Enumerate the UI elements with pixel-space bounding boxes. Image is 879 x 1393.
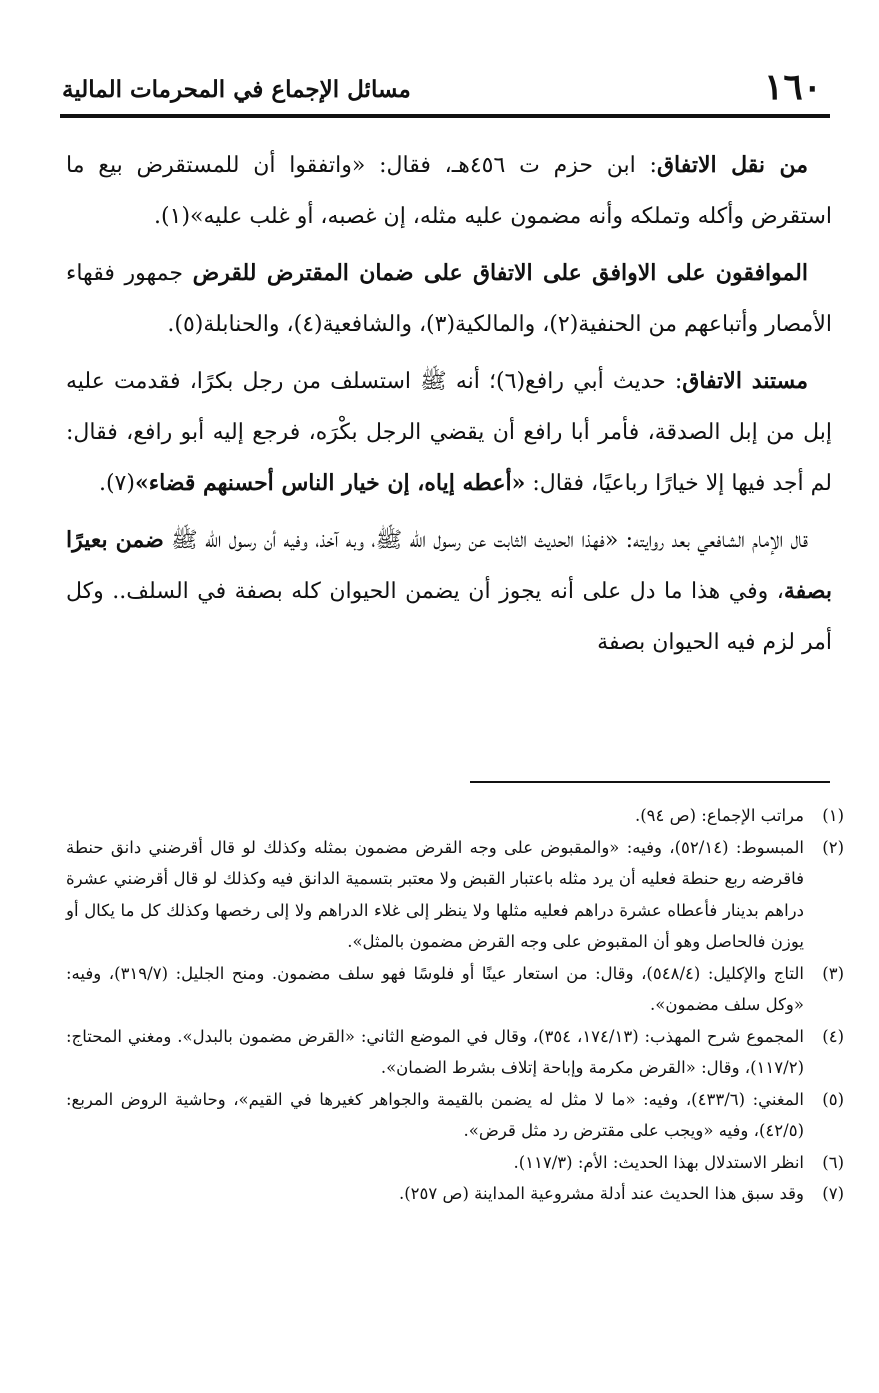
footnote-number: (٥) (822, 1089, 844, 1109)
paragraph-agreeing (66, 248, 832, 350)
footnote-text: المغني: (٤٣٣/٦)، وفيه: «ما لا مثل له يضمن بالقيمة والجواهر كغيرها في القيم»، وحاشية الروض المربع: (٤٢/٥)، وفيه «ويجب على مقترض رد مثل قرض». (66, 1089, 804, 1140)
paragraph-text: (٧). (98, 471, 135, 496)
term-label: من نقل الاتفاق (656, 152, 808, 178)
term-label: الموافقون على الاوافق على الاتفاق على ضمان المقترض للقرض (192, 260, 808, 286)
footnote (66, 1021, 844, 1084)
footnote (66, 1178, 844, 1210)
footnote (66, 832, 844, 958)
footnote-text: المبسوط: (٥٢/١٤)، وفيه: «والمقبوض على وجه القرض مضمون بمثله وكذلك لو قال أقرضني دانق حنطة فاقرضه ربع حنطة فعليه أن يرد مثله باعتبار القبض ولا معتبر بتسمية الدانق فيه وكذلك لو قال أقرضني عشرة دراهم بدينار فأعطاه عشرة دراهم فعليه مثلها ولا ينظر إلى غلاء الدراهم ولا إلى رخصها وكذلك كل ما يكال أو يوزن فالحاصل وهو أن المقبوض على وجه القرض مضمون بالمثل». (66, 837, 805, 951)
page-number: ١٦٠ (763, 66, 822, 108)
footnote (66, 800, 844, 832)
footnote-number: (٧) (822, 1184, 844, 1203)
emphasis: ضمن بعيرًا بصفة (66, 527, 832, 604)
footnote-number: (٦) (822, 1152, 844, 1172)
main-text (66, 140, 832, 674)
header-rule (60, 114, 830, 118)
page-header (60, 58, 828, 116)
paragraph-text: قال الإمام الشافعي بعد روايته: «فهذا الحديث الثابت عن رسول الله ﷺ، وبه آخذ، وفيه أن رسول الله ﷺ (163, 528, 808, 553)
paragraph-shafii (66, 515, 832, 668)
footnotes (66, 800, 844, 1210)
footnote-number: (٢) (822, 837, 844, 857)
footnote-text: المجموع شرح المهذب: (١٧٤/١٣، ٣٥٤)، وقال في الموضع الثاني: «القرض مضمون بالبدل». ومغني المحتاج: (١١٧/٢)، وقال: «القرض مكرمة وإباحة إتلاف بشرط الضمان». (66, 1026, 804, 1077)
term-label: مستند الاتفاق (682, 368, 809, 394)
paragraph-evidence (66, 356, 832, 509)
running-title: مسائل الإجماع في المحرمات المالية (62, 76, 411, 103)
footnote (66, 1084, 844, 1147)
hadith-quote: «أعطه إياه، إن خيار الناس أحسنهم قضاء» (134, 470, 526, 496)
footnote-text: انظر الاستدلال بهذا الحديث: الأم: (١١٧/٣). (513, 1152, 804, 1172)
paragraph-text: جمهور فقهاء الأمصار وأتباعهم من الحنفية(٢)، والمالكية(٣)، والشافعية(٤)، والحنابلة(٥). (66, 261, 832, 337)
footnote-text: وقد سبق هذا الحديث عند أدلة مشروعية المداينة (ص ٢٥٧). (398, 1184, 804, 1203)
footnote-rule (470, 781, 830, 783)
footnote (66, 958, 844, 1021)
footnote-text: مراتب الإجماع: (ص ٩٤). (634, 806, 804, 825)
footnote-number: (١) (822, 806, 844, 825)
footnote-number: (٤) (822, 1026, 844, 1046)
footnote (66, 1147, 844, 1179)
paragraph-transmitters (66, 140, 832, 242)
footnote-number: (٣) (822, 963, 844, 983)
paragraph-text: : ابن حزم ت ٤٥٦هـ، فقال: «واتفقوا أن للمستقرض بيع ما استقرض وأكله وتملكه وأنه مضمون عليه مثله، إن غصبه، أو غلب عليه»(١). (66, 153, 832, 229)
footnote-text: التاج والإكليل: (٥٤٨/٤)، وقال: من استعار عينًا أو فلوسًا فهو سلف مضمون. ومنح الجليل: (٣١٩/٧)، وفيه: «وكل سلف مضمون». (66, 963, 805, 1014)
paragraph-text: ، وفي هذا ما دل على أنه يجوز أن يضمن الحيوان كله بصفة في السلف.. وكل أمر لزم فيه الحيوان بصفة (66, 579, 832, 655)
paragraph-text: : حديث أبي رافع(٦)؛ أنه ﷺ استسلف من رجل بكرًا، فقدمت عليه إبل من إبل الصدقة، فأمر أبا رافع أن يقضي الرجل بكْرَه، فرجع إليه أبو رافع، فقال: لم أجد فيها إلا خيارًا رباعيًا، فقال: (66, 369, 832, 496)
